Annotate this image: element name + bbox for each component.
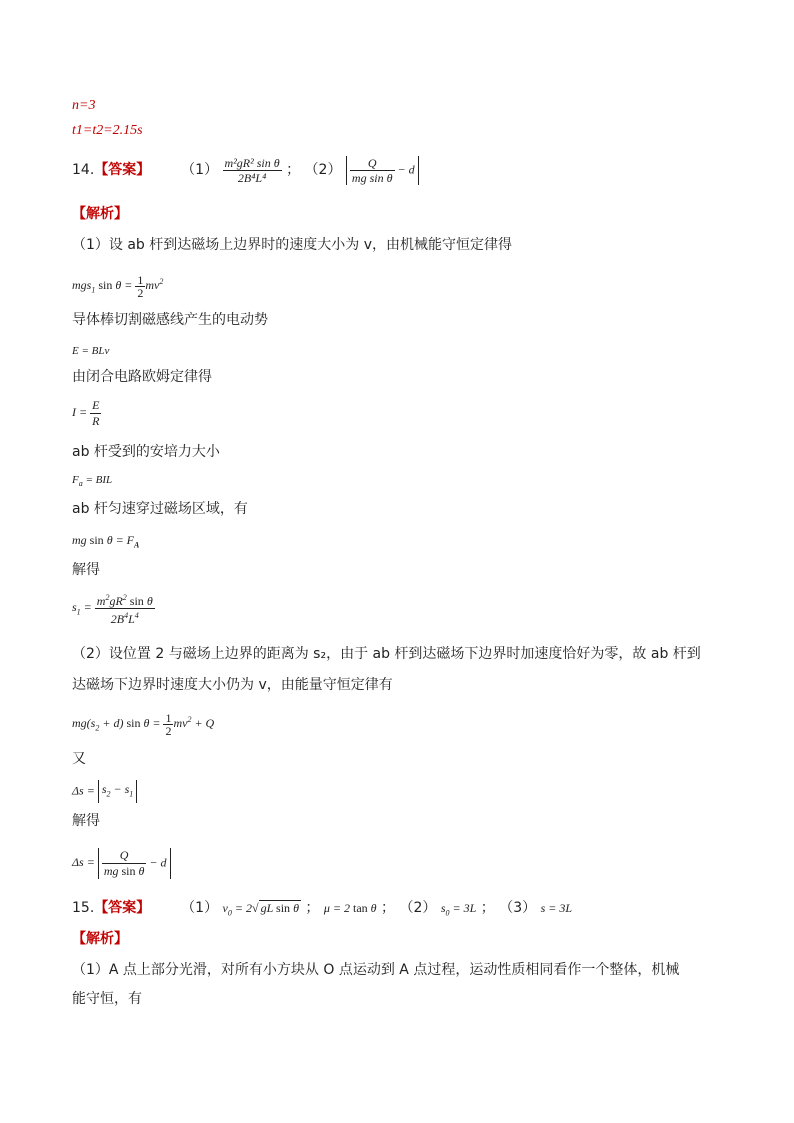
q15-analysis-tag: 【解析】 — [72, 931, 128, 947]
q14-answer1-den: 2B⁴L⁴ — [223, 170, 282, 185]
q14-answer1-fraction — [223, 156, 282, 185]
q14-p1-text: （1）设 ab 杆到达磁场上边界时的速度大小为 v，由机械能守恒定律得 — [72, 237, 513, 253]
result-t — [72, 121, 143, 140]
q14-eq-ds: $\Delta s = s_2 - s_1$ — [72, 780, 137, 803]
q14-analysis-tag: 【解析】 — [72, 206, 128, 222]
q15-answer1a: $v_0 = 2√$ gL sin θ — [222, 901, 299, 918]
q14-text-also: 又 — [72, 751, 86, 767]
q15-sep1: ； — [305, 900, 320, 916]
q14-answer-tag: 【答案】 — [94, 162, 151, 178]
q15-sep2: ； — [381, 900, 396, 916]
q14-text-uniform: ab 杆匀速穿过磁场区域，有 — [72, 501, 248, 517]
q15-p1-text-b: 能守恒，有 — [72, 991, 142, 1007]
q14-answer2-num: Q — [367, 155, 377, 170]
q14-eq-balance: mg $\sin \theta = F_A$ — [72, 533, 140, 550]
q14-answer-line — [72, 152, 419, 188]
q14-eq-energy2: $mg(s_2 + d)$ sin θ = $\frac{1}{2}$ $mv^2 + Q$ — [72, 710, 215, 738]
q14-answer2-tail: − d — [397, 161, 415, 176]
q15-answer2: $s_0 = 3L$ — [440, 901, 477, 918]
q14-p2-text-b: 达磁场下边界时速度大小仍为 v，由能量守恒定律有 — [72, 677, 393, 693]
q15-part3-label: （3） — [499, 900, 537, 916]
q14-eq-emf: E = BLv — [72, 345, 110, 357]
q14-eq-s1: $s_1$ = $\frac{m^2gR^2 \sin \theta}{2B^4L^4}$ — [72, 592, 153, 626]
q14-p2-text-a: （2）设位置 2 与磁场上边界的距离为 s₂，由于 ab 杆到达磁场下边界时加速度恰好为零，故 ab 杆到 — [72, 646, 701, 662]
q15-part2-label: （2） — [399, 900, 437, 916]
q14-answer2-abs — [346, 156, 419, 185]
q15-p1-text-a: （1）A 点上部分光滑，对所有小方块从 O 点运动到 A 点过程，运动性质相同看作一个整体，机械 — [72, 962, 680, 978]
q14-eq-energy: mgs$_1$ sin θ = $\frac{1}{2}$ $mv^2$ — [72, 272, 164, 300]
q14-text-emf: 导体棒切割磁感线产生的电动势 — [72, 312, 268, 328]
q14-eq-force: $F_a$ = BIL — [72, 474, 113, 489]
q14-answer1-num: m²gR² sin θ — [224, 155, 280, 170]
q14-text-solve: 解得 — [72, 562, 100, 578]
q14-part2-label: （2） — [304, 162, 342, 178]
q14-eq-ds2: Δs = $\frac{Q}{\text{mg sin θ}}$ − d — [72, 842, 171, 882]
q15-answer3: s = 3L — [540, 901, 573, 915]
q15-answer-tag: 【答案】 — [94, 900, 151, 916]
q14-sep: ； — [286, 162, 301, 178]
q14-text-solve2: 解得 — [72, 813, 100, 829]
q14-eq-ohm: I = $\frac{E}{R}$ — [72, 397, 100, 428]
result-n — [72, 96, 95, 115]
q14-part1-label: （1） — [181, 162, 219, 178]
q15-part1-label: （1） — [181, 900, 219, 916]
q14-text-force: ab 杆受到的安培力大小 — [72, 444, 220, 460]
q15-number: 15. — [72, 900, 95, 916]
result-n-text: n=3 — [72, 98, 96, 113]
q14-answer2-den: mg sin θ — [351, 170, 393, 185]
q14-number: 14. — [72, 162, 95, 178]
q15-answer1b: μ = 2 tan θ — [323, 901, 377, 915]
q15-answer-line — [72, 899, 572, 922]
result-t-text: t1=t2=2.15s — [72, 123, 143, 138]
q15-sep3: ； — [480, 900, 495, 916]
q14-text-ohm: 由闭合电路欧姆定律得 — [72, 369, 212, 385]
